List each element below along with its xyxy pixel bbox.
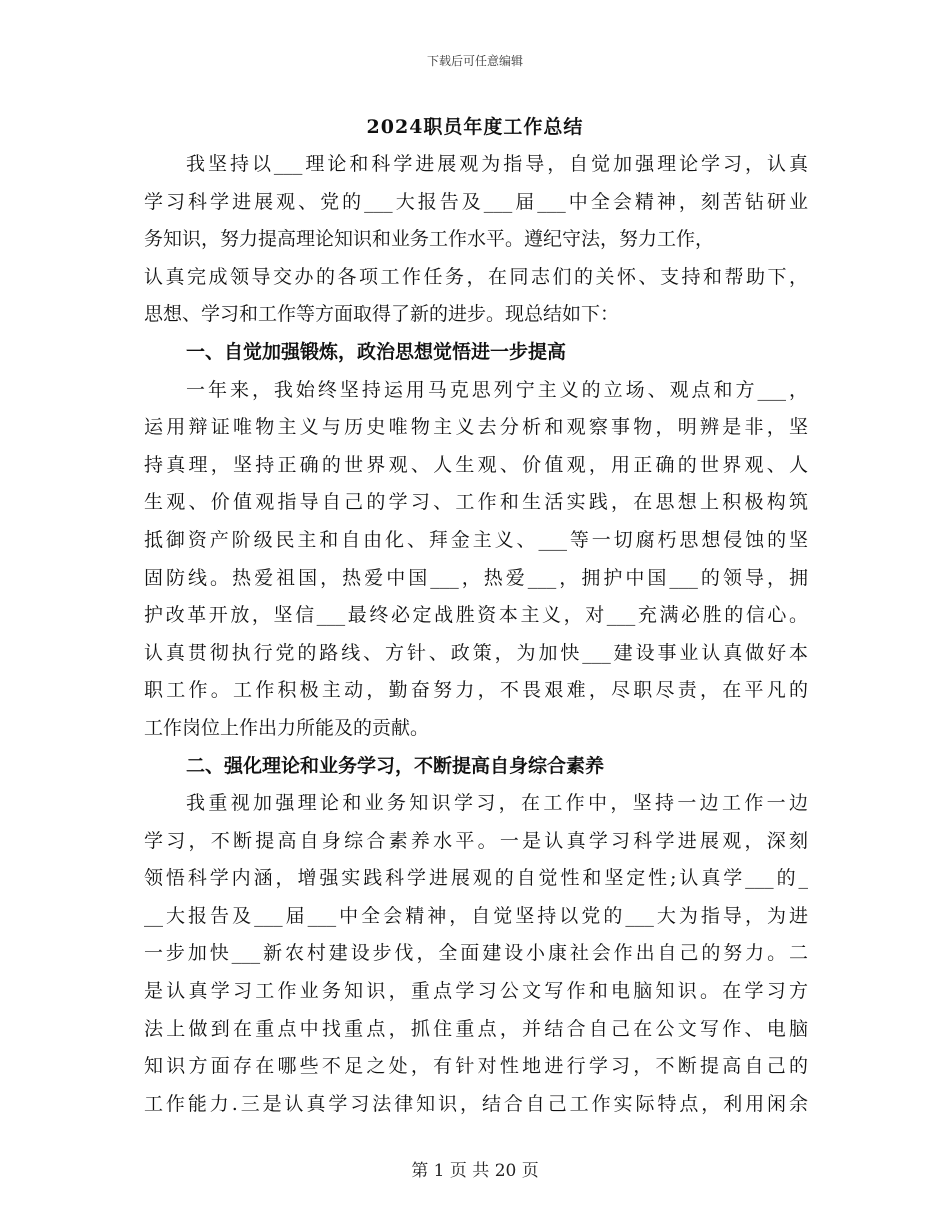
page-number: 第 1 页 共 20 页	[411, 1161, 539, 1181]
body-line: 工作能力.三是认真学习法律知识，结合自己工作实际特点，利用闲余	[144, 1092, 808, 1115]
body-line: 持真理，坚持正确的世界观、人生观、价值观，用正确的世界观、人	[144, 453, 808, 476]
body-line: 生观、价值观指导自己的学习、工作和生活实践，在思想上积极构筑	[144, 491, 808, 514]
body-line: 领悟科学内涵，增强实践科学进展观的自觉性和坚定性;认真学___的_	[144, 867, 808, 890]
body-line: 是认真学习工作业务知识，重点学习公文写作和电脑知识。在学习方	[144, 980, 808, 1003]
body-line: 认真完成领导交办的各项工作任务，在同志们的关怀、支持和帮助下，	[144, 265, 808, 288]
body-line: 知识方面存在哪些不足之处，有针对性地进行学习，不断提高自己的	[144, 1055, 808, 1078]
document-body	[144, 146, 808, 1123]
body-line: 护改革开放，坚信___最终必定战胜资本主义，对___充满必胜的信心。	[144, 604, 808, 627]
section-heading: 二、强化理论和业务学习，不断提高自身综合素养	[186, 754, 605, 777]
body-line: 学习科学进展观、党的___大报告及___届___中全会精神，刻苦钻研业	[144, 190, 808, 213]
body-line: 工作岗位上作出力所能及的贡献。	[144, 716, 430, 739]
body-line: __大报告及___届___中全会精神，自觉坚持以党的___大为指导，为进	[144, 904, 808, 927]
body-line: 一步加快___新农村建设步伐，全面建设小康社会作出自己的努力。二	[144, 942, 808, 965]
body-line: 认真贯彻执行党的路线、方针、政策，为加快___建设事业认真做好本	[144, 641, 808, 664]
page-header-note: 下载后可任意编辑	[426, 54, 523, 68]
body-line: 我坚持以___理论和科学进展观为指导，自觉加强理论学习，认真	[186, 153, 808, 175]
body-line: 务知识，努力提高理论知识和业务工作水平。遵纪守法，努力工作，	[144, 228, 715, 251]
body-line: 抵御资产阶级民主和自由化、拜金主义、___等一切腐朽思想侵蚀的坚	[144, 528, 808, 551]
body-line: 一年来，我始终坚持运用马克思列宁主义的立场、观点和方___，	[186, 378, 808, 401]
body-line: 学习，不断提高自身综合素养水平。一是认真学习科学进展观，深刻	[144, 829, 808, 852]
section-heading: 一、自觉加强锻炼，政治思想觉悟进一步提高	[186, 340, 567, 363]
body-line: 思想、学习和工作等方面取得了新的进步。现总结如下：	[144, 303, 620, 326]
body-line: 我重视加强理论和业务知识学习，在工作中，坚持一边工作一边	[186, 792, 808, 815]
document-title: 2024职员年度工作总结	[366, 116, 584, 138]
body-line: 职工作。工作积极主动，勤奋努力，不畏艰难，尽职尽责，在平凡的	[144, 679, 808, 702]
body-line: 运用辩证唯物主义与历史唯物主义去分析和观察事物，明辨是非，坚	[144, 416, 808, 439]
body-line: 法上做到在重点中找重点，抓住重点，并结合自己在公文写作、电脑	[144, 1017, 808, 1040]
body-line: 固防线。热爱祖国，热爱中国___，热爱___，拥护中国___的领导，拥	[144, 566, 808, 589]
